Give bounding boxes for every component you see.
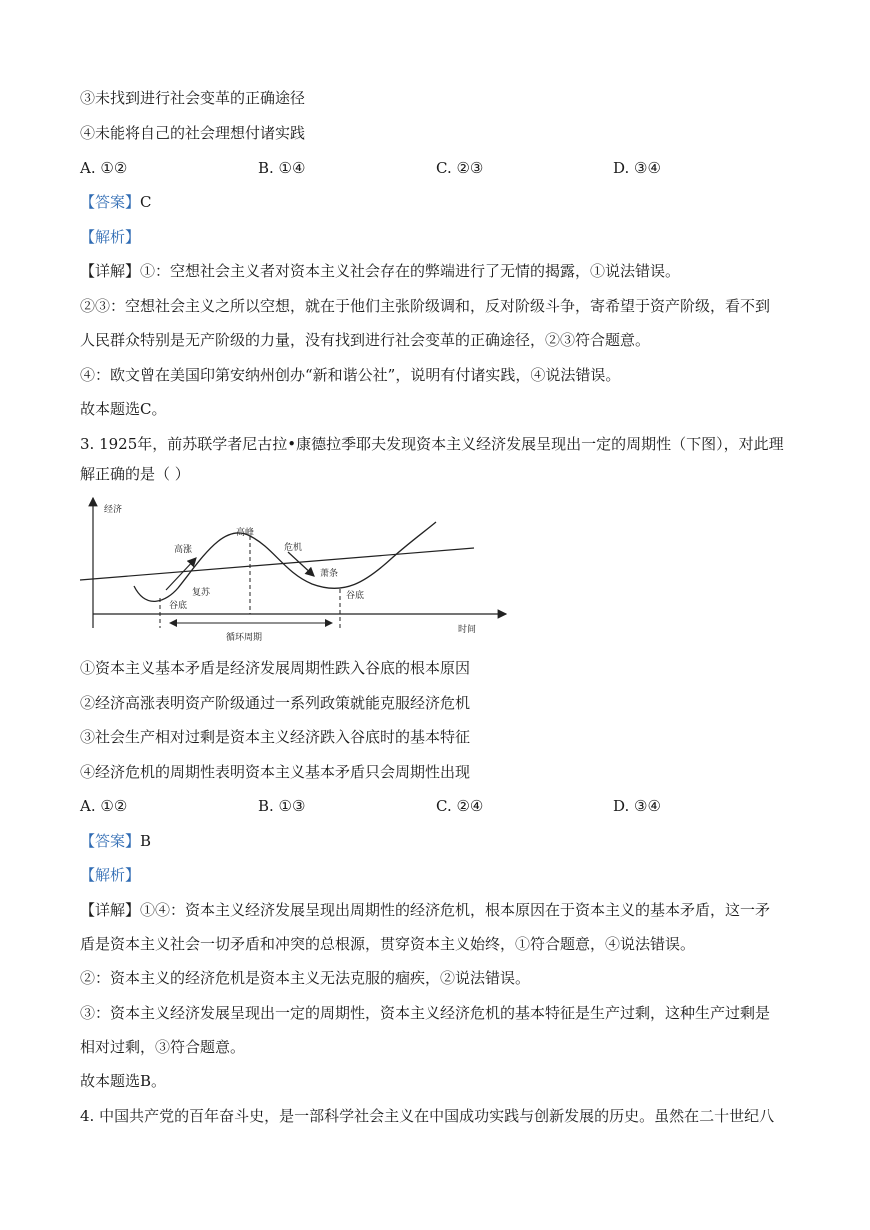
explanation-line: ②③：空想社会主义之所以空想，就在于他们主张阶级调和，反对阶级斗争，寄希望于资产阶级，看不到	[80, 297, 771, 315]
answer-tag: 【答案】	[80, 193, 141, 211]
detail-text: ①：空想社会主义者对资本主义社会存在的弊端进行了无情的揭露，①说法错误。	[140, 262, 681, 280]
option-b: B. ①③	[258, 797, 306, 815]
explanation-line: 盾是资本主义社会一切矛盾和冲突的总根源，贯穿资本主义始终，①符合题意，④说法错误。	[80, 935, 696, 953]
answer-row	[80, 831, 151, 851]
option-c: C. ②④	[436, 797, 484, 815]
choice-item-1: ①资本主义基本矛盾是经济发展周期性跌入谷底的根本原因	[80, 659, 471, 677]
label-recovery: 复苏	[192, 588, 211, 598]
analysis-tag: 【解析】	[80, 866, 141, 884]
option-a: A. ①②	[80, 797, 128, 815]
explanation-line: 人民群众特别是无产阶级的力量，没有找到进行社会变革的正确途径，②③符合题意。	[80, 331, 651, 349]
answer-value: B	[140, 832, 152, 850]
detail-line	[80, 900, 770, 920]
option-c: C. ②③	[436, 159, 484, 177]
label-boom: 高涨	[174, 545, 193, 555]
question-4-stem: 4. 中国共产党的百年奋斗史，是一部科学社会主义在中国成功实践与创新发展的历史。虽然在二十世纪八	[80, 1107, 775, 1125]
crisis-arrow	[288, 552, 314, 576]
choice-item-3: ③社会生产相对过剩是资本主义经济跌入谷底时的基本特征	[80, 728, 471, 746]
answer-value: C	[140, 193, 152, 211]
explanation-line: 相对过剩，③符合题意。	[80, 1038, 246, 1056]
detail-text: ①④：资本主义经济发展呈现出周期性的经济危机，根本原因在于资本主义的基本矛盾，这一矛	[140, 901, 771, 919]
economic-cycle-figure	[74, 492, 514, 656]
conclusion-line: 故本题选C。	[80, 400, 167, 418]
trend-line	[80, 548, 474, 580]
explanation-line: ④：欧文曾在美国印第安纳州创办“新和谐公社”，说明有付诸实践，④说法错误。	[80, 366, 621, 384]
option-d: D. ③④	[613, 159, 661, 177]
explanation-line: ②：资本主义的经济危机是资本主义无法克服的痼疾，②说法错误。	[80, 969, 531, 987]
label-depression: 萧条	[320, 569, 339, 579]
cycle-curve	[134, 522, 436, 601]
option-b: B. ①④	[258, 159, 306, 177]
question-3-stem: 3. 1925年，前苏联学者尼古拉•康德拉季耶夫发现资本主义经济发展呈现出一定的周期性（下图），对此理	[80, 435, 784, 453]
choice-item-2: ②经济高涨表明资产阶级通过一系列政策就能克服经济危机	[80, 694, 471, 712]
question-3-stem-cont: 解正确的是（ ）	[80, 465, 190, 483]
choice-item-4: ④经济危机的周期性表明资本主义基本矛盾只会周期性出现	[80, 763, 471, 781]
option-d: D. ③④	[613, 797, 661, 815]
detail-tag: 【详解】	[80, 262, 141, 280]
detail-line	[80, 261, 680, 281]
economic-cycle-diagram	[74, 492, 514, 652]
analysis-tag: 【解析】	[80, 228, 141, 246]
choice-item-3: ③未找到进行社会变革的正确途径	[80, 89, 306, 107]
conclusion-line: 故本题选B。	[80, 1072, 167, 1090]
x-axis-label: 时间	[458, 625, 477, 635]
label-crisis: 危机	[284, 543, 303, 553]
answer-tag: 【答案】	[80, 832, 141, 850]
y-axis-label: 经济	[104, 505, 123, 515]
detail-tag: 【详解】	[80, 901, 141, 919]
label-trough-1: 谷底	[169, 601, 188, 611]
label-cycle: 循环周期	[226, 633, 263, 643]
label-peak: 高峰	[236, 528, 255, 538]
choice-item-4: ④未能将自己的社会理想付诸实践	[80, 124, 306, 142]
label-trough-2: 谷底	[346, 591, 365, 601]
explanation-line: ③：资本主义经济发展呈现出一定的周期性，资本主义经济危机的基本特征是生产过剩，这种生产过剩是	[80, 1004, 771, 1022]
option-a: A. ①②	[80, 159, 128, 177]
answer-row	[80, 192, 152, 212]
